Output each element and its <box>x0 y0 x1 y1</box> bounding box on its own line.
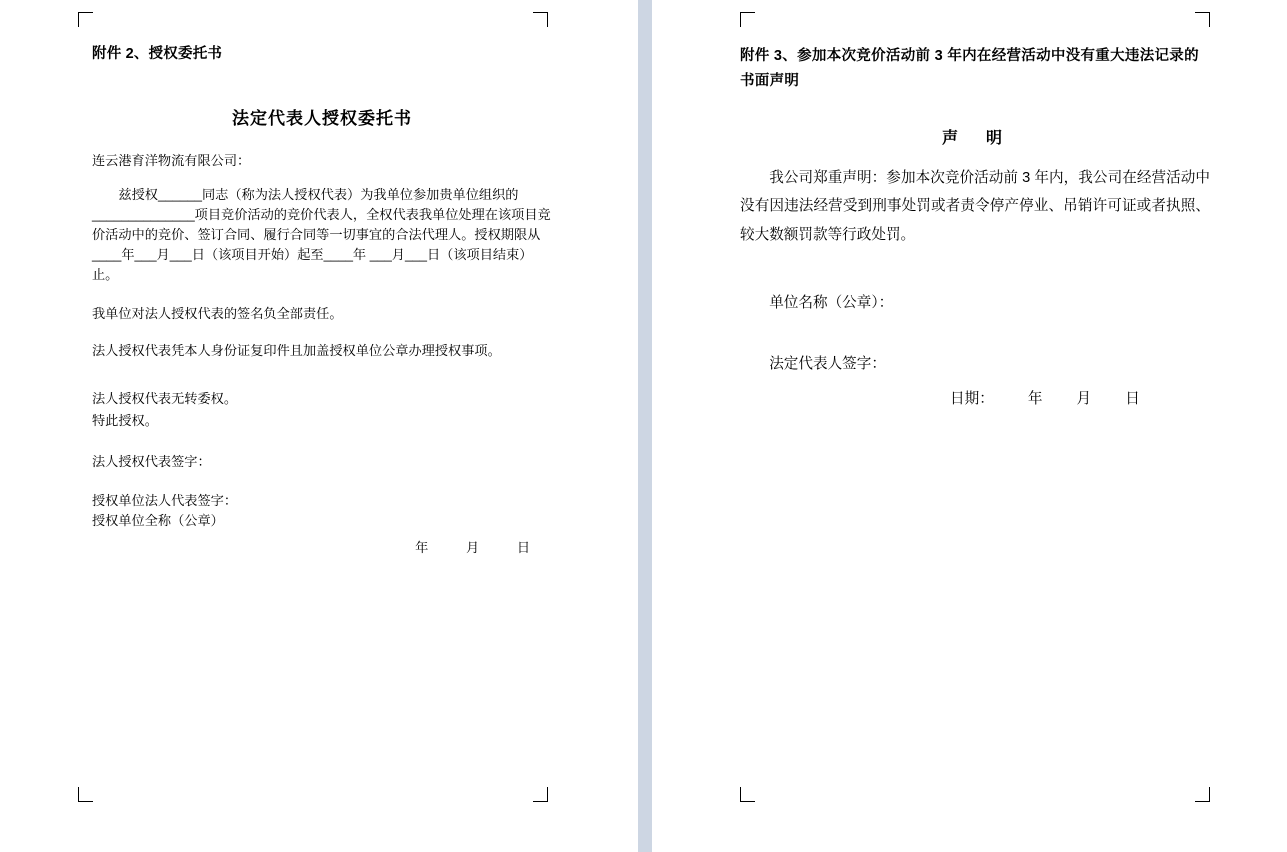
attachment-heading-2: 附件 2、授权委托书 <box>92 46 223 62</box>
left-page-title: 法定代表人授权委托书 <box>232 108 412 128</box>
right-page-title: 声 明 <box>941 129 1008 147</box>
company-name-seal-field[interactable]: 单位名称（公章）： <box>769 295 894 312</box>
id-copy-line: 法人授权代表凭本人身份证复印件且加盖授权单位公章办理授权事项。 <box>92 343 501 359</box>
no-transfer-line: 法人授权代表无转委权。 <box>92 391 238 407</box>
responsibility-line: 我单位对法人授权代表的签名负全部责任。 <box>92 305 343 321</box>
statement-paragraph: 我公司郑重声明：参加本次竞价活动前 3 年内，我公司在经营活动中没有因违法经营受到刑事处罚或者责令停产停业、吊销许可证或者执照、较大数额罚款等行政处罚。 <box>740 169 1210 243</box>
right-date-year: 年 <box>1027 391 1043 408</box>
unit-rep-signature-field[interactable]: 授权单位法人代表签字： <box>92 492 238 508</box>
crop-mark-bottom-right <box>533 787 548 802</box>
legal-rep-signature-field[interactable]: 法定代表人签字： <box>769 356 886 373</box>
page-right <box>652 0 1287 852</box>
left-date-row <box>92 537 552 556</box>
right-page-content <box>740 44 1210 408</box>
page-left <box>0 0 638 852</box>
left-date-month: 月 <box>465 539 480 555</box>
left-date-day: 日 <box>516 539 530 555</box>
hereby-authorize-line: 特此授权。 <box>92 412 158 428</box>
authorization-body-paragraph: 兹授权______同志（称为法人授权代表）为我单位参加贵单位组织的______________项目竞价活动的竞价代表人，全权代表我单位处理在该项目竞价活动中的竞价、签订合同、履行合同等一切事宜的合法代理人。授权期限从____年___月___日（该项目开始）起至____年 ___月___日（该项目结束）止。 <box>92 187 551 283</box>
crop-mark-bottom-left <box>78 787 93 802</box>
unit-full-name-field[interactable]: 授权单位全称（公章） <box>92 512 224 528</box>
rep-signature-field[interactable]: 法人授权代表签字： <box>92 453 211 469</box>
left-date-year: 年 <box>415 539 429 555</box>
right-date-row <box>740 387 1210 408</box>
right-date-day: 日 <box>1125 391 1140 408</box>
crop-mark-top-right-2 <box>1195 12 1210 27</box>
page-gutter <box>638 0 652 852</box>
crop-mark-top-left <box>78 12 93 27</box>
crop-mark-bottom-left-2 <box>740 787 755 802</box>
crop-mark-top-right <box>533 12 548 27</box>
right-date-label: 日期： <box>950 391 994 408</box>
right-date-month: 月 <box>1076 391 1092 408</box>
left-page-content <box>92 44 552 556</box>
crop-mark-top-left-2 <box>740 12 755 27</box>
company-addressee-line: 连云港育洋物流有限公司： <box>92 152 251 168</box>
attachment-heading-3: 附件 3、参加本次竞价活动前 3 年内在经营活动中没有重大违法记录的书面声明 <box>740 48 1199 90</box>
crop-mark-bottom-right-2 <box>1195 787 1210 802</box>
